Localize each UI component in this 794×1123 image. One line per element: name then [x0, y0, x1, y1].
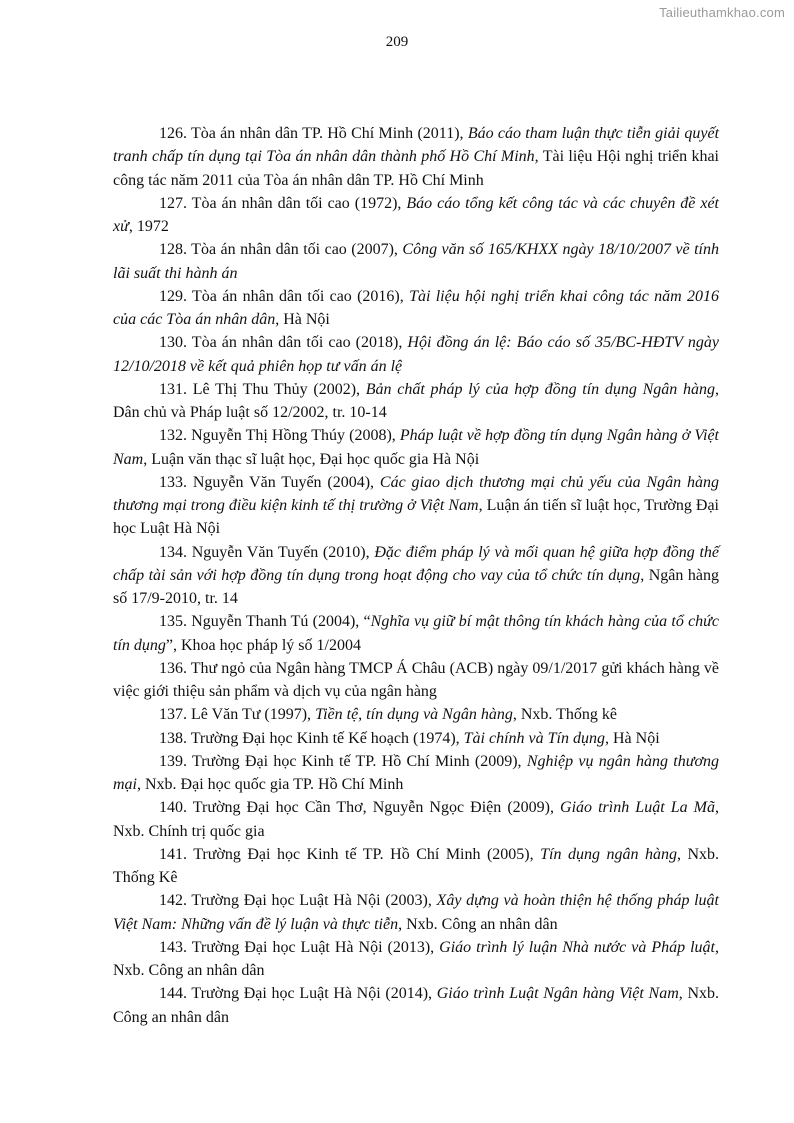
reference-text: 132. Nguyễn Thị Hồng Thúy (2008), — [159, 427, 400, 445]
reference-title: Giáo trình Luật Ngân hàng Việt Nam — [436, 985, 679, 1003]
reference-text: Tài liệu Hội nghị triển khai công tác năm 2011 của Tòa án nhân dân TP. Hồ Chí Minh — [113, 148, 720, 189]
reference-text: , 1972 — [128, 218, 169, 235]
reference-title: Xây dựng và hoàn thiện hệ thống pháp luật Việt Nam: Những vấn đề lý luận và thực tiễn — [113, 892, 719, 933]
reference-list — [113, 122, 719, 1029]
reference-text: 130. Tòa án nhân dân tối cao (2018), — [159, 334, 408, 352]
reference-text: 141. Trường Đại học Kinh tế TP. Hồ Chí Minh (2005), — [159, 845, 541, 863]
reference-text: 129. Tòa án nhân dân tối cao (2016), — [159, 287, 410, 305]
reference-title: Tiền tệ, tín dụng và Ngân hàng — [315, 706, 513, 724]
reference-item — [113, 982, 719, 1029]
reference-text: , Luận án tiến sĩ luật học, Trường Đại học Luật Hà Nội — [113, 497, 720, 538]
reference-title: Bản chất pháp lý của hợp đồng tín dụng Ngân hàng — [365, 380, 715, 398]
reference-item — [113, 122, 719, 192]
reference-item — [113, 238, 719, 285]
reference-text: 139. Trường Đại học Kinh tế TP. Hồ Chí Minh (2009), — [159, 752, 527, 770]
reference-text: 127. Tòa án nhân dân tối cao (1972), — [159, 194, 407, 212]
reference-title: Giáo trình Luật La Mã — [560, 799, 716, 817]
reference-item — [113, 727, 719, 750]
reference-text: 136. Thư ngỏ của Ngân hàng TMCP Á Châu (ACB) ngày 09/1/2017 gửi khách hàng về việc giới thiệu sản phẩm và dịch vụ của ngân hàng — [113, 659, 719, 700]
reference-title: Pháp luật về hợp đồng tín dụng Ngân hàng ở Việt Nam — [113, 427, 719, 468]
reference-text: 143. Trường Đại học Luật Hà Nội (2013), — [159, 938, 440, 956]
page-number: 209 — [385, 34, 409, 50]
reference-text: 134. Nguyễn Văn Tuyến (2010), — [159, 543, 375, 561]
reference-title: Tín dụng ngân hàng — [540, 845, 677, 863]
reference-item — [113, 889, 719, 936]
reference-text: 138. Trường Đại học Kinh tế Kế hoạch (1974), — [159, 729, 464, 747]
reference-text: 140. Trường Đại học Cần Thơ, Nguyễn Ngọc Điện (2009), — [159, 799, 561, 817]
reference-item — [113, 331, 719, 378]
reference-text: , Luận văn thạc sĩ luật học, Đại học quốc gia Hà Nội — [143, 450, 480, 468]
reference-text: 137. Lê Văn Tư (1997), — [159, 706, 316, 724]
reference-text: , Nxb. Thống kê — [512, 706, 617, 724]
reference-text: 131. Lê Thị Thu Thủy (2002), — [159, 380, 366, 398]
reference-item — [113, 703, 719, 726]
reference-title: Tài chính và Tín dụng, — [463, 729, 609, 747]
reference-item — [113, 378, 719, 425]
watermark: Tailieuthamkhao.com — [659, 5, 785, 20]
reference-text: 144. Trường Đại học Luật Hà Nội (2014), — [159, 985, 437, 1003]
reference-text: , Dân chủ và Pháp luật số 12/2002, tr. 10-14 — [113, 380, 719, 421]
reference-title: Tài liệu hội nghị triển khai công tác năm 2016 của các Tòa án nhân dân — [113, 287, 720, 328]
reference-text: ”, Khoa học pháp lý số 1/2004 — [165, 636, 361, 654]
reference-item — [113, 936, 719, 983]
reference-item — [113, 541, 719, 611]
reference-text: , Nxb. Công an nhân dân — [113, 938, 719, 979]
reference-text: , Hà Nội — [275, 311, 330, 328]
reference-item — [113, 796, 719, 843]
reference-item — [113, 610, 719, 657]
reference-item — [113, 285, 719, 332]
reference-title: Công văn số 165/KHXX ngày 18/10/2007 về tính lãi suất thi hành án — [113, 241, 719, 282]
reference-item — [113, 471, 719, 541]
reference-title: Đặc điểm pháp lý và mối quan hệ giữa hợp đồng thế chấp tài sản với hợp đồng tín dụng trong hoạt động cho vay của tổ chức tín dụng — [113, 543, 720, 584]
reference-title: Báo cáo tham luận thực tiễn giải quyết tranh chấp tín dụng tại Tòa án nhân dân thành phố Hồ Chí Minh, — [113, 125, 720, 166]
reference-text: , Nxb. Công an nhân dân — [398, 915, 558, 933]
reference-text: , Ngân hàng số 17/9-2010, tr. 14 — [113, 566, 719, 607]
reference-text: , Nxb. Thống Kê — [113, 845, 719, 886]
reference-text: Hà Nội — [609, 729, 660, 747]
reference-item — [113, 657, 719, 704]
reference-text: , Nxb. Chính trị quốc gia — [113, 799, 720, 840]
reference-text: , Nxb. Đại học quốc gia TP. Hồ Chí Minh — [137, 776, 404, 793]
reference-title: Giáo trình lý luận Nhà nước và Pháp luật — [439, 938, 715, 956]
reference-item — [113, 843, 719, 890]
reference-title: Các giao dịch thương mại chủ yếu của Ngân hàng thương mại trong điều kiện kinh tế thị trường ở Việt Nam — [113, 473, 720, 514]
reference-text: 128. Tòa án nhân dân tối cao (2007), — [159, 241, 403, 259]
reference-text: 126. Tòa án nhân dân TP. Hồ Chí Minh (2011), — [159, 125, 468, 142]
reference-title: Báo cáo tổng kết công tác và các chuyên đề xét xử — [113, 194, 720, 235]
reference-text: 135. Nguyễn Thanh Tú (2004), “ — [159, 613, 371, 631]
reference-title: Nghiệp vụ ngân hàng thương mại — [113, 752, 719, 793]
reference-text: , Nxb. Công an nhân dân — [113, 985, 720, 1026]
reference-item — [113, 424, 719, 471]
reference-text: 142. Trường Đại học Luật Hà Nội (2003), — [159, 892, 437, 910]
reference-item — [113, 192, 719, 239]
reference-title: Nghĩa vụ giữ bí mật thông tín khách hàng của tổ chức tín dụng — [113, 613, 720, 654]
reference-title: Hội đồng án lệ: Báo cáo số 35/BC-HĐTV ngày 12/10/2018 về kết quả phiên họp tư vấn án lệ — [113, 334, 719, 375]
reference-text: 133. Nguyễn Văn Tuyến (2004), — [159, 473, 380, 491]
reference-item — [113, 750, 719, 797]
